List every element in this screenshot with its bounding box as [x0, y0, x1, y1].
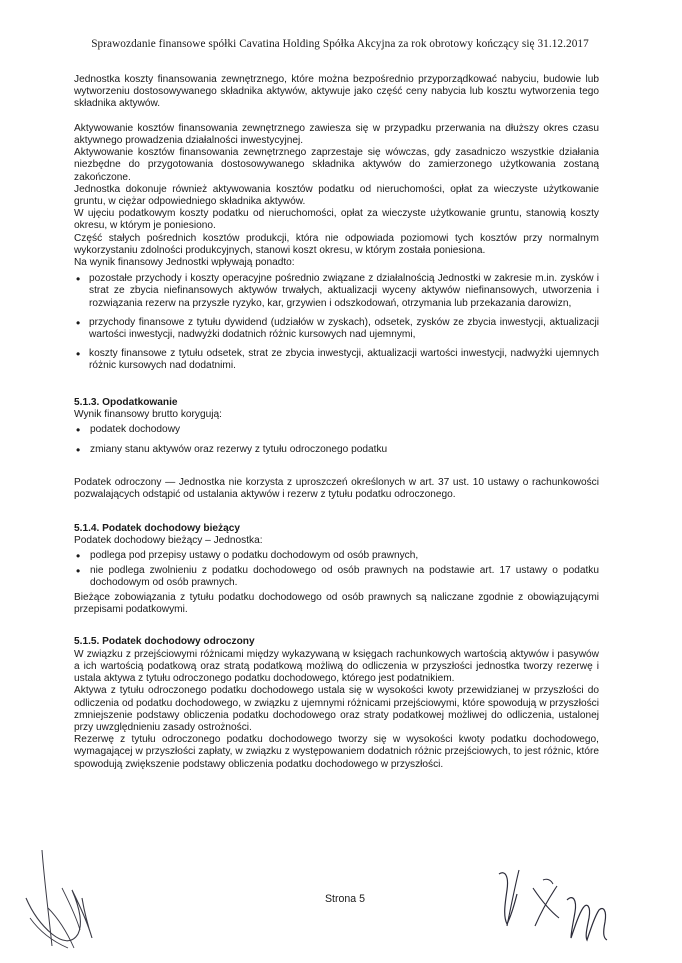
paragraph: Aktywowanie kosztów finansowania zewnętrznego zaprzestaje się wówczas, gdy zasadniczo wszystkie działania niezbędne do przygotowania dostosowywanego składnika aktywów do zamierzonego użytkowania zostaną zakończone. [74, 147, 599, 183]
paragraph: Podatek dochodowy bieżący – Jednostka: [74, 535, 263, 547]
section-5-1-3 [74, 397, 599, 501]
list-item: • przychody finansowe z tytułu dywidend (udziałów w zyskach), odsetek, zysków ze zbycia inwestycji, aktualizacji wartości inwestycji, nadwyżki dodatnich różnic kursowych nad ujemnymi, [74, 317, 599, 341]
section-5-1-5 [74, 636, 599, 770]
list-item: • podlega pod przepisy ustawy o podatku dochodowym od osób prawnych, [74, 550, 599, 562]
list-item: • pozostałe przychody i koszty operacyjne pośrednio związane z działalnością Jednostki w zakresie m.in. zysków i strat ze zbycia niefinansowych aktywów trwałych, aktualizacji wyceny aktywów niefinansowych, utworzenia i rozwiązania rezerw na przyszłe ryzyko, kar, grzywien i odszkodowań, otrzymania lub przekazania darowizn, [74, 273, 599, 310]
list-item: • nie podlega zwolnieniu z podatku dochodowego od osób prawnych na podstawie art. 17 ustawy o podatku dochodowym od osób prawnych. [74, 565, 599, 589]
bullet-list [74, 550, 599, 589]
list-item: • podatek dochodowy [74, 424, 599, 436]
paragraph: Rezerwę z tytułu odroczonego podatku dochodowego tworzy się w wysokości kwoty podatku dochodowego, wymagającej w przyszłości zapłaty, w związku z występowaniem dodatnich różnic przejściowych, to jest różnic, które spowodują zwiększenie podstawy obliczenia podatku dochodowego w przyszłości. [74, 734, 599, 770]
section-heading: 5.1.5. Podatek dochodowy odroczony [74, 636, 255, 648]
page-number: Strona 5 [324, 893, 366, 905]
section-5-1-4 [74, 523, 599, 616]
list-item: • zmiany stanu aktywów oraz rezerwy z tytułu odroczonego podatku [74, 444, 599, 456]
paragraph: W ujęciu podatkowym koszty podatku od nieruchomości, opłat za wieczyste użytkowanie gruntu, stanowią koszty okresu, w którym je poniesiono. [74, 208, 599, 232]
bullet-list [74, 273, 599, 372]
paragraph: Część stałych pośrednich kosztów produkcji, która nie odpowiada poziomowi tych kosztów przy normalnym wykorzystaniu zdolności produkcyjnych, stanowi koszt okresu, w którym została poniesiona. [74, 232, 599, 256]
paragraph: Na wynik finansowy Jednostki wpływają ponadto: [74, 257, 295, 269]
paragraph: Wynik finansowy brutto korygują: [74, 408, 222, 420]
paragraph: Jednostka dokonuje również aktywowania kosztów podatku od nieruchomości, opłat za wieczyste użytkowanie gruntu, w ciężar odpowiedniego składnika aktywów. [74, 183, 599, 208]
bullet-list [74, 424, 599, 456]
signature-left [18, 838, 110, 953]
paragraph: W związku z przejściowymi różnicami między wykazywaną w księgach rachunkowych wartością aktywów i pasywów a ich wartością podatkową oraz stratą podatkową możliwą do odliczenia w przyszłości jednostka tworzy rezerwę i ustala aktywa z tytułu odroczonego podatku dochodowego, którego jest podatnikiem. [74, 648, 599, 685]
section-heading: 5.1.3. Opodatkowanie [74, 396, 178, 408]
paragraph: Podatek odroczony — Jednostka nie korzysta z uproszczeń określonych w art. 37 ust. 10 ustawy o rachunkowości pozwalających odstąpić od ustalania aktywów i rezerw z tytułu podatku odroczonego. [74, 476, 599, 500]
paragraph: Aktywa z tytułu odroczonego podatku dochodowego ustala się w wysokości kwoty przewidzianej w przyszłości do odliczenia od podatku dochodowego, w związku z ujemnymi różnicami przejściowymi, które spowodują w przyszłości zmniejszenie podstawy obliczenia podatku dochodowego oraz straty podatkowej możliwej do odliczenia, ustalonej przy uwzględnieniu zasady ostrożności. [74, 685, 599, 733]
document-body [74, 74, 599, 771]
list-item: • koszty finansowe z tytułu odsetek, strat ze zbycia inwestycji, aktualizacji wartości inwestycji, nadwyżki ujemnych różnic kursowych nad dodatnimi. [74, 348, 599, 372]
signature-right [493, 866, 613, 948]
paragraph: Aktywowanie kosztów finansowania zewnętrznego zawiesza się w przypadku przerwania na dłuższy okres czasu aktywnego prowadzenia działalności inwestycyjnej. [74, 122, 599, 146]
paragraph: Jednostka koszty finansowania zewnętrznego, które można bezpośrednio przyporządkować nabyciu, budowie lub wytworzeniu dostosowywanego składnika aktywów, aktywuje jako część ceny nabycia lub kosztu wytworzenia tego składnika aktywów. [74, 74, 599, 110]
page-header: Sprawozdanie finansowe spółki Cavatina Holding Spółka Akcyjna za rok obrotowy kończący się 31.12.2017 [91, 38, 589, 50]
section-heading: 5.1.4. Podatek dochodowy bieżący [74, 523, 240, 535]
paragraph: Bieżące zobowiązania z tytułu podatku dochodowego od osób prawnych są naliczane zgodnie z obowiązującymi przepisami podatkowymi. [74, 592, 599, 616]
